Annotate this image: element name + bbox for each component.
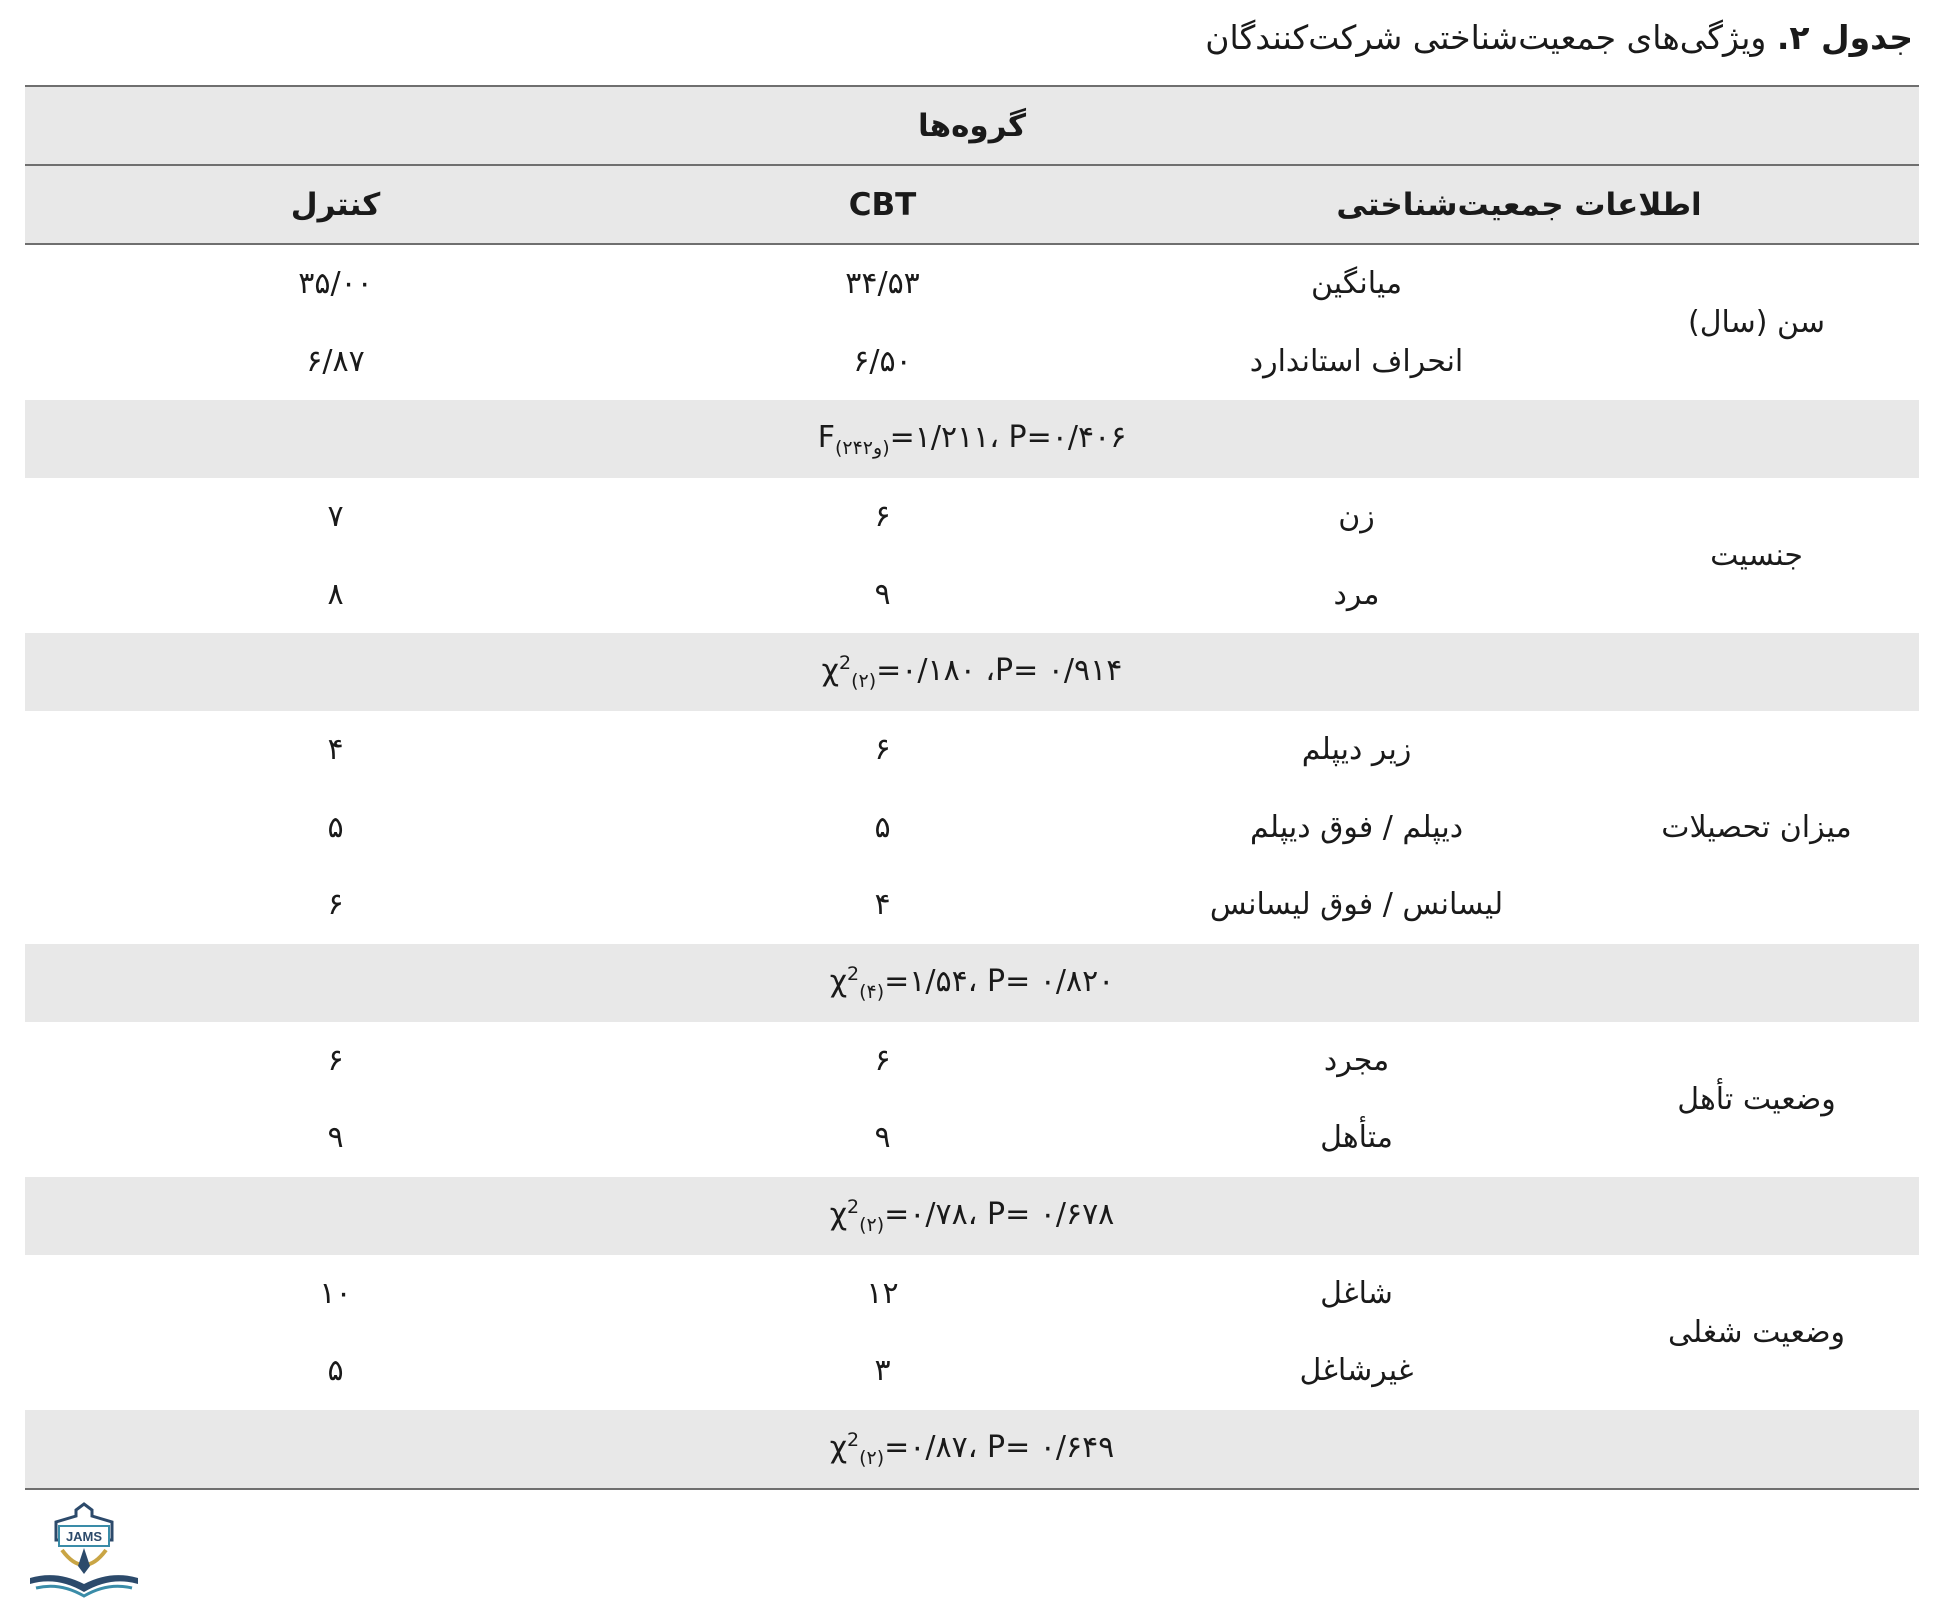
control-value: ۱۰ bbox=[319, 1275, 352, 1311]
cbt-value: ۶ bbox=[874, 1042, 891, 1078]
stat-symbol: F bbox=[817, 420, 835, 455]
subcategory-label: دیپلم / فوق دیپلم bbox=[1249, 809, 1464, 845]
stat-value: =۰/۱۸۰ ،P= ۰/۹۱۴ bbox=[876, 653, 1123, 688]
cbt-value: ۹ bbox=[874, 1120, 891, 1156]
control-value: ۷ bbox=[327, 499, 344, 535]
stat-superscript: 2 bbox=[847, 1428, 860, 1451]
stat-test-row bbox=[25, 633, 1919, 711]
category-label: وضعیت تأهل bbox=[1677, 1081, 1836, 1117]
stat-df: (۲و۴۲) bbox=[834, 437, 890, 459]
cbt-value: ۳۴/۵۳ bbox=[845, 266, 920, 302]
stat-symbol: χ bbox=[829, 1429, 848, 1465]
jams-logo bbox=[22, 1500, 147, 1600]
table-caption bbox=[20, 12, 1913, 64]
subcategory-label: زن bbox=[1338, 499, 1375, 535]
stat-value: =۱/۲۱۱، P=۰/۴۰۶ bbox=[889, 420, 1127, 455]
stat-value: =۰/۸۷، P= ۰/۶۴۹ bbox=[884, 1429, 1115, 1465]
category-label: سن (سال) bbox=[1688, 305, 1826, 340]
stat-symbol: χ bbox=[829, 1196, 848, 1232]
subcategory-label: لیسانس / فوق لیسانس bbox=[1209, 887, 1504, 923]
stat-test-row bbox=[25, 400, 1919, 478]
groups-header: گروه‌ها bbox=[25, 86, 1919, 165]
header-row-groups bbox=[25, 86, 1919, 165]
table-row bbox=[25, 478, 1919, 556]
stat-df: (۲) bbox=[859, 1446, 885, 1469]
control-value: ۵ bbox=[327, 809, 344, 845]
stat-df: (۲) bbox=[859, 1213, 885, 1236]
stat-superscript: 2 bbox=[838, 652, 852, 674]
subcategory-label: میانگین bbox=[1310, 266, 1403, 302]
stat-test bbox=[25, 1410, 1919, 1489]
table-row bbox=[25, 244, 1919, 323]
subcategory-label: زیر دیپلم bbox=[1301, 732, 1412, 768]
stat-df: (۴) bbox=[859, 980, 885, 1003]
table-row bbox=[25, 711, 1919, 789]
category-label: جنسیت bbox=[1710, 538, 1803, 573]
subcategory-label: شاغل bbox=[1320, 1275, 1393, 1311]
stat-symbol: χ bbox=[829, 963, 848, 999]
cbt-value: ۱۲ bbox=[866, 1275, 899, 1311]
stat-test-row bbox=[25, 1177, 1919, 1255]
stat-superscript: 2 bbox=[847, 962, 860, 985]
logo-text: JAMS bbox=[65, 1529, 103, 1544]
cbt-value: ۵ bbox=[874, 809, 891, 845]
subcategory-label: مرد bbox=[1333, 576, 1380, 612]
cbt-value: ۹ bbox=[874, 576, 891, 612]
control-header: کنترل bbox=[25, 165, 646, 244]
caption-text: ویژگی‌های جمعیت‌شناختی شرکت‌کنندگان bbox=[1205, 18, 1777, 57]
control-value: ۴ bbox=[327, 732, 344, 768]
control-value: ۵ bbox=[327, 1353, 344, 1389]
demographics-table bbox=[25, 85, 1919, 1490]
stat-value: =۱/۵۴، P= ۰/۸۲۰ bbox=[884, 963, 1115, 999]
stat-test bbox=[25, 944, 1919, 1022]
subcategory-label: غیرشاغل bbox=[1299, 1353, 1414, 1389]
stat-df: (۲) bbox=[851, 670, 877, 692]
header-row-columns bbox=[25, 165, 1919, 244]
cbt-value: ۶ bbox=[874, 499, 891, 535]
cbt-value: ۴ bbox=[874, 887, 891, 923]
table-row bbox=[25, 1255, 1919, 1333]
category-label: وضعیت شغلی bbox=[1668, 1314, 1846, 1350]
cbt-value: ۶/۵۰ bbox=[853, 343, 912, 379]
control-value: ۶ bbox=[327, 887, 344, 923]
caption-label: جدول ۲. bbox=[1776, 18, 1913, 57]
stat-test bbox=[25, 400, 1919, 478]
control-value: ۳۵/۰۰ bbox=[298, 266, 373, 302]
stat-value: =۰/۷۸، P= ۰/۶۷۸ bbox=[884, 1196, 1115, 1232]
subcategory-label: مجرد bbox=[1323, 1042, 1390, 1078]
subcategory-label: انحراف استاندارد bbox=[1249, 343, 1464, 379]
category-label: میزان تحصیلات bbox=[1661, 809, 1852, 845]
stat-test-row bbox=[25, 944, 1919, 1022]
stat-superscript: 2 bbox=[847, 1195, 860, 1218]
stat-symbol: χ bbox=[821, 653, 839, 688]
cbt-value: ۶ bbox=[874, 732, 891, 768]
table-row bbox=[25, 1022, 1919, 1100]
cbt-value: ۳ bbox=[874, 1353, 891, 1389]
control-value: ۶ bbox=[327, 1042, 344, 1078]
stat-test bbox=[25, 633, 1919, 711]
control-value: ۶/۸۷ bbox=[306, 343, 365, 379]
stat-test bbox=[25, 1177, 1919, 1255]
subcategory-label: متأهل bbox=[1320, 1120, 1393, 1156]
cbt-header: CBT bbox=[646, 165, 1119, 244]
demographics-header: اطلاعات جمعیت‌شناختی bbox=[1119, 165, 1919, 244]
control-value: ۸ bbox=[327, 576, 344, 612]
control-value: ۹ bbox=[327, 1120, 344, 1156]
stat-test-row bbox=[25, 1410, 1919, 1489]
